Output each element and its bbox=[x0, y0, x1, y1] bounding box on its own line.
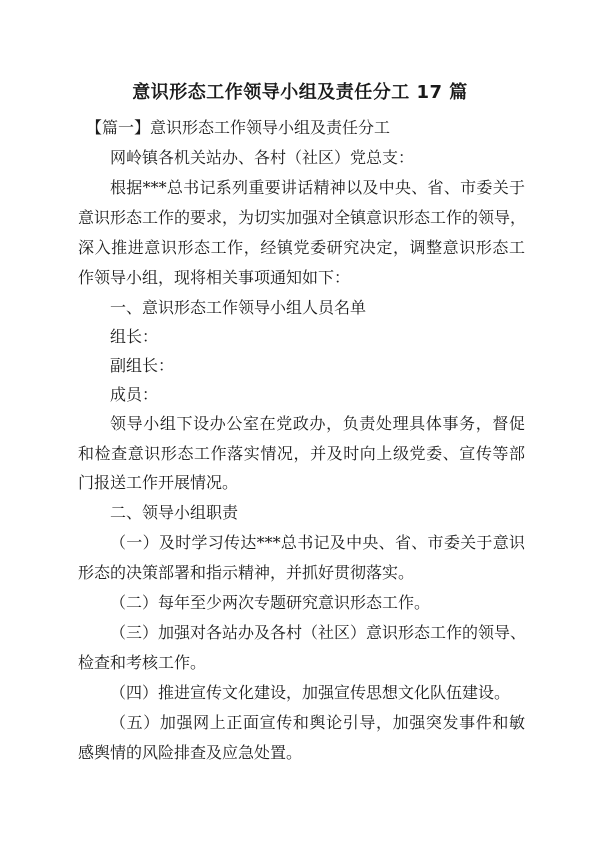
office-line-1: 领导小组下设办公室在党政办，负责处理具体事务，督促 bbox=[110, 414, 525, 433]
intro-line-3: 深入推进意识形态工作，经镇党委研究决定，调整意识形态工 bbox=[78, 238, 525, 257]
part1-heading: 一、意识形态工作领导小组人员名单 bbox=[110, 298, 367, 317]
intro-line-1: 根据***总书记系列重要讲话精神以及中央、省、市委关于 bbox=[110, 178, 525, 197]
document-title: 意识形态工作领导小组及责任分工 17 篇 bbox=[132, 82, 468, 103]
duty-3-line-2: 检查和考核工作。 bbox=[78, 653, 207, 672]
part2-heading: 二、领导小组职责 bbox=[110, 503, 239, 522]
duty-5-line-2: 感舆情的风险排查及应急处置。 bbox=[78, 743, 303, 762]
duty-2: （二）每年至少两次专题研究意识形态工作。 bbox=[110, 593, 431, 612]
duty-1-line-1: （一）及时学习传达***总书记及中央、省、市委关于意识 bbox=[110, 533, 525, 552]
deputy-label: 副组长： bbox=[110, 356, 175, 375]
salutation: 网岭镇各机关站办、各村（社区）党总支： bbox=[110, 148, 415, 167]
duty-5-line-1: （五）加强网上正面宣传和舆论引导，加强突发事件和敏 bbox=[110, 713, 525, 732]
office-line-2: 和检查意识形态工作落实情况，并及时向上级党委、宣传等部 bbox=[78, 444, 525, 463]
intro-line-4: 作领导小组，现将相关事项通知如下： bbox=[78, 268, 351, 287]
duty-1-line-2: 形态的决策部署和指示精神，并抓好贯彻落实。 bbox=[78, 563, 415, 582]
leader-label: 组长： bbox=[110, 327, 159, 346]
office-line-3: 门报送工作开展情况。 bbox=[78, 473, 239, 492]
duty-4: （四）推进宣传文化建设，加强宣传思想文化队伍建设。 bbox=[110, 683, 511, 702]
duty-3-line-1: （三）加强对各站办及各村（社区）意识形态工作的领导、 bbox=[110, 623, 527, 642]
members-label: 成员： bbox=[110, 385, 159, 404]
intro-line-2: 意识形态工作的要求，为切实加强对全镇意识形态工作的领导， bbox=[78, 208, 527, 227]
section-heading: 【篇一】意识形态工作领导小组及责任分工 bbox=[86, 118, 391, 137]
